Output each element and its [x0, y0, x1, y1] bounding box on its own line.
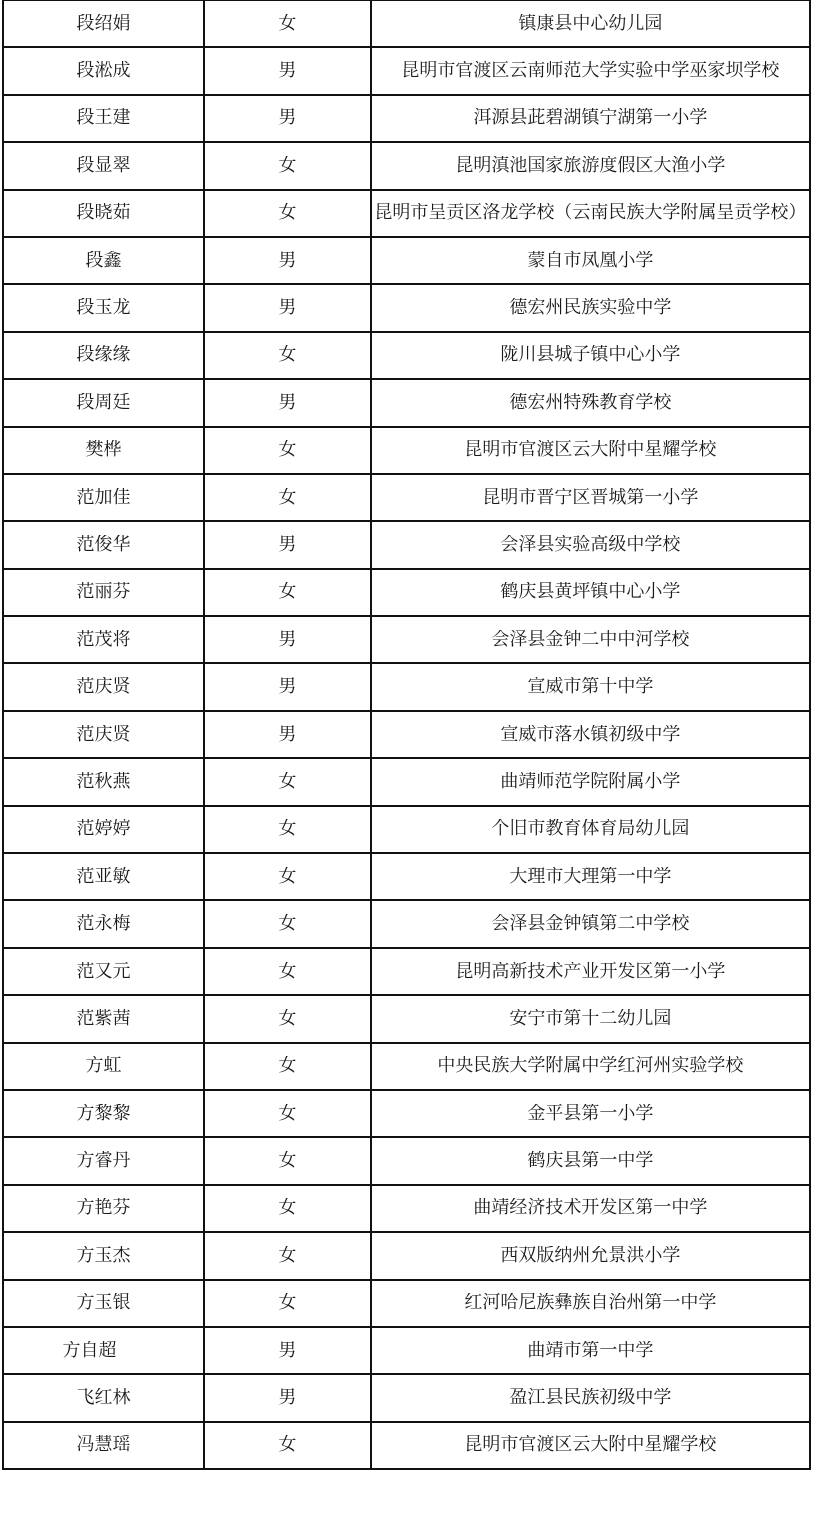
name-cell [3, 521, 204, 568]
gender-cell [204, 616, 371, 663]
name-cell [3, 1090, 204, 1137]
school-text: 西双版纳州允景洪小学 [500, 1245, 681, 1266]
gender-text: 女 [278, 203, 297, 224]
table-row [3, 853, 810, 900]
gender-cell [204, 1185, 371, 1232]
school-text: 鹤庆县第一中学 [527, 1151, 654, 1172]
school-cell [371, 1374, 810, 1421]
school-text: 昆明高新技术产业开发区第一小学 [455, 961, 726, 982]
name-text: 范加佳 [76, 487, 131, 508]
school-cell [371, 1280, 810, 1327]
table-row [3, 663, 810, 710]
gender-text: 男 [278, 1340, 297, 1361]
table-row [3, 1280, 810, 1327]
school-text: 蒙自市凤凰小学 [527, 250, 654, 271]
name-cell [3, 237, 204, 284]
school-wrap [372, 1246, 809, 1266]
name-text: 范茂将 [76, 629, 131, 650]
school-cell [371, 995, 810, 1042]
gender-cell [204, 806, 371, 853]
name-cell [3, 47, 204, 94]
name-text: 范庆贤 [76, 724, 131, 745]
table-row [3, 142, 810, 189]
school-wrap [372, 345, 809, 365]
name-text: 范又元 [76, 961, 131, 982]
school-text: 昆明市官渡区云大附中星耀学校 [464, 440, 717, 461]
name-cell [3, 1327, 204, 1374]
gender-cell [204, 521, 371, 568]
gender-text: 女 [278, 1056, 297, 1077]
name-text: 方自超 [62, 1340, 117, 1361]
school-text: 会泽县实验高级中学校 [500, 534, 681, 555]
school-text: 宣威市落水镇初级中学 [500, 724, 681, 745]
school-wrap [372, 677, 809, 697]
school-cell [371, 853, 810, 900]
gender-cell [204, 1232, 371, 1279]
school-cell [371, 521, 810, 568]
gender-text: 女 [278, 1435, 297, 1456]
table-row [3, 427, 810, 474]
school-text: 昆明市晋宁区晋城第一小学 [482, 487, 699, 508]
name-text: 方玉杰 [76, 1245, 131, 1266]
roster-table-body [3, 1, 810, 1470]
table-row [3, 1232, 810, 1279]
school-wrap [372, 1435, 809, 1455]
school-text: 德宏州特殊教育学校 [509, 392, 672, 413]
gender-cell [204, 948, 371, 995]
gender-cell [204, 142, 371, 189]
name-text: 冯慧瑶 [76, 1435, 131, 1456]
name-cell [3, 900, 204, 947]
name-text: 段绍娟 [76, 13, 131, 34]
school-text: 洱源县茈碧湖镇宁湖第一小学 [473, 108, 708, 129]
name-text: 范俊华 [76, 534, 131, 555]
table-row [3, 521, 810, 568]
table-row [3, 1374, 810, 1421]
name-text: 方黎黎 [76, 1103, 131, 1124]
table-row [3, 379, 810, 426]
table-row [3, 569, 810, 616]
school-cell [371, 95, 810, 142]
school-wrap [372, 61, 809, 81]
gender-cell [204, 758, 371, 805]
school-wrap [372, 108, 809, 128]
school-wrap [372, 962, 809, 982]
name-text: 范紫茜 [76, 1008, 131, 1029]
table-row [3, 995, 810, 1042]
gender-cell [204, 474, 371, 521]
gender-text: 女 [278, 582, 297, 603]
school-cell [371, 1090, 810, 1137]
gender-cell [204, 95, 371, 142]
school-cell [371, 900, 810, 947]
school-wrap [372, 488, 809, 508]
school-text: 昆明市官渡区云南师范大学实验中学巫家坝学校 [401, 61, 780, 82]
roster-table [2, 0, 811, 1470]
school-text: 中央民族大学附属中学红河州实验学校 [437, 1056, 744, 1077]
name-cell [3, 806, 204, 853]
table-row [3, 806, 810, 853]
school-cell [371, 284, 810, 331]
school-cell [371, 474, 810, 521]
school-wrap [372, 393, 809, 413]
name-cell [3, 1043, 204, 1090]
school-wrap [372, 1198, 809, 1218]
name-text: 范秋燕 [76, 771, 131, 792]
school-wrap [372, 14, 809, 34]
gender-cell [204, 1327, 371, 1374]
school-cell [371, 1422, 810, 1469]
gender-cell [204, 853, 371, 900]
gender-text: 女 [278, 1198, 297, 1219]
name-text: 段玉龙 [76, 298, 131, 319]
school-wrap [372, 1151, 809, 1171]
gender-cell [204, 237, 371, 284]
school-wrap [372, 203, 809, 223]
gender-text: 男 [278, 108, 297, 129]
table-row [3, 190, 810, 237]
gender-text: 男 [278, 250, 297, 271]
name-cell [3, 284, 204, 331]
gender-text: 女 [278, 819, 297, 840]
school-text: 昆明市官渡区云大附中星耀学校 [464, 1435, 717, 1456]
school-cell [371, 663, 810, 710]
school-text: 宣威市第十中学 [527, 677, 654, 698]
school-text: 安宁市第十二幼儿园 [509, 1008, 672, 1029]
name-cell [3, 1374, 204, 1421]
school-text: 昆明市呈贡区洛龙学校（云南民族大学附属呈贡学校） [374, 203, 807, 224]
table-row [3, 948, 810, 995]
gender-cell [204, 47, 371, 94]
school-text: 曲靖市第一中学 [527, 1340, 654, 1361]
school-text: 大理市大理第一中学 [509, 866, 672, 887]
table-row [3, 332, 810, 379]
school-wrap [372, 156, 809, 176]
name-text: 方玉银 [76, 1293, 131, 1314]
name-text: 段淞成 [76, 61, 131, 82]
school-cell [371, 142, 810, 189]
gender-text: 女 [278, 1293, 297, 1314]
gender-text: 女 [278, 866, 297, 887]
gender-cell [204, 900, 371, 947]
gender-cell [204, 1, 371, 48]
gender-text: 女 [278, 440, 297, 461]
school-text: 个旧市教育体育局幼儿园 [491, 819, 690, 840]
name-text: 段缘缘 [76, 345, 131, 366]
name-text: 范庆贤 [76, 677, 131, 698]
name-cell [3, 995, 204, 1042]
gender-text: 男 [278, 298, 297, 319]
table-row [3, 1, 810, 48]
school-wrap [372, 867, 809, 887]
gender-cell [204, 1374, 371, 1421]
school-cell [371, 47, 810, 94]
table-row [3, 95, 810, 142]
school-cell [371, 332, 810, 379]
school-wrap [372, 1388, 809, 1408]
table-row [3, 1422, 810, 1469]
gender-text: 女 [278, 1151, 297, 1172]
gender-cell [204, 1090, 371, 1137]
school-wrap [372, 582, 809, 602]
school-wrap [372, 819, 809, 839]
school-text: 会泽县金钟镇第二中学校 [491, 914, 690, 935]
gender-text: 女 [278, 771, 297, 792]
gender-cell [204, 1422, 371, 1469]
name-text: 段王建 [76, 108, 131, 129]
table-row [3, 284, 810, 331]
table-row [3, 1185, 810, 1232]
table-row [3, 616, 810, 663]
table-row [3, 1090, 810, 1137]
table-row [3, 1137, 810, 1184]
name-cell [3, 95, 204, 142]
gender-text: 男 [278, 1388, 297, 1409]
name-cell [3, 853, 204, 900]
name-cell [3, 332, 204, 379]
gender-text: 女 [278, 961, 297, 982]
name-text: 方虹 [85, 1056, 122, 1077]
school-cell [371, 1232, 810, 1279]
school-text: 会泽县金钟二中中河学校 [491, 629, 690, 650]
gender-text: 女 [278, 13, 297, 34]
name-text: 樊桦 [85, 440, 122, 461]
gender-text: 女 [278, 487, 297, 508]
school-cell [371, 948, 810, 995]
gender-cell [204, 995, 371, 1042]
school-cell [371, 711, 810, 758]
school-cell [371, 237, 810, 284]
table-row [3, 474, 810, 521]
name-cell [3, 190, 204, 237]
gender-text: 女 [278, 1008, 297, 1029]
school-cell [371, 569, 810, 616]
gender-cell [204, 1280, 371, 1327]
school-wrap [372, 440, 809, 460]
school-wrap [372, 914, 809, 934]
gender-text: 男 [278, 629, 297, 650]
table-row [3, 758, 810, 805]
school-text: 金平县第一小学 [527, 1103, 654, 1124]
name-cell [3, 1185, 204, 1232]
gender-text: 男 [278, 677, 297, 698]
gender-cell [204, 427, 371, 474]
gender-cell [204, 711, 371, 758]
school-wrap [372, 1056, 809, 1076]
table-row [3, 47, 810, 94]
school-text: 曲靖经济技术开发区第一中学 [473, 1198, 708, 1219]
school-text: 镇康县中心幼儿园 [518, 13, 663, 34]
name-cell [3, 948, 204, 995]
school-text: 红河哈尼族彝族自治州第一中学 [464, 1293, 717, 1314]
name-text: 方睿丹 [76, 1151, 131, 1172]
school-wrap [372, 1293, 809, 1313]
gender-cell [204, 569, 371, 616]
school-wrap [372, 772, 809, 792]
gender-text: 男 [278, 392, 297, 413]
gender-text: 女 [278, 155, 297, 176]
gender-text: 女 [278, 345, 297, 366]
school-cell [371, 1137, 810, 1184]
gender-cell [204, 190, 371, 237]
school-wrap [372, 1009, 809, 1029]
school-wrap [372, 1104, 809, 1124]
name-cell [3, 1280, 204, 1327]
name-cell [3, 1232, 204, 1279]
name-cell [3, 474, 204, 521]
school-cell [371, 1, 810, 48]
gender-text: 男 [278, 724, 297, 745]
gender-cell [204, 379, 371, 426]
school-text: 德宏州民族实验中学 [509, 298, 672, 319]
name-text: 范永梅 [76, 914, 131, 935]
school-wrap [372, 630, 809, 650]
school-cell [371, 806, 810, 853]
table-row [3, 900, 810, 947]
name-cell [3, 1422, 204, 1469]
gender-text: 女 [278, 914, 297, 935]
school-wrap [372, 298, 809, 318]
gender-text: 男 [278, 534, 297, 555]
name-text: 范丽芬 [76, 582, 131, 603]
gender-text: 男 [278, 61, 297, 82]
school-cell [371, 379, 810, 426]
name-text: 段周廷 [76, 392, 131, 413]
school-cell [371, 616, 810, 663]
name-text: 段显翠 [76, 155, 131, 176]
name-text: 段鑫 [85, 250, 122, 271]
table-row [3, 237, 810, 284]
school-text: 陇川县城子镇中心小学 [500, 345, 681, 366]
school-cell [371, 1327, 810, 1374]
name-cell [3, 758, 204, 805]
gender-cell [204, 332, 371, 379]
school-text: 昆明滇池国家旅游度假区大渔小学 [455, 155, 726, 176]
name-text: 方艳芬 [76, 1198, 131, 1219]
school-cell [371, 1185, 810, 1232]
school-cell [371, 190, 810, 237]
gender-cell [204, 663, 371, 710]
name-cell [3, 1137, 204, 1184]
name-cell [3, 142, 204, 189]
name-cell [3, 569, 204, 616]
school-text: 盈江县民族初级中学 [509, 1388, 672, 1409]
school-cell [371, 758, 810, 805]
table-row [3, 711, 810, 758]
gender-cell [204, 284, 371, 331]
school-wrap [372, 1341, 809, 1361]
school-wrap [372, 251, 809, 271]
gender-cell [204, 1043, 371, 1090]
name-cell [3, 1, 204, 48]
school-text: 曲靖师范学院附属小学 [500, 771, 681, 792]
school-wrap [372, 535, 809, 555]
school-text: 鹤庆县黄坪镇中心小学 [500, 582, 681, 603]
name-text: 范亚敏 [76, 866, 131, 887]
name-cell [3, 427, 204, 474]
name-cell [3, 616, 204, 663]
name-text: 范婷婷 [76, 819, 131, 840]
name-text: 段晓茹 [76, 203, 131, 224]
name-cell [3, 379, 204, 426]
school-cell [371, 1043, 810, 1090]
name-text: 飞红林 [76, 1388, 131, 1409]
gender-text: 女 [278, 1245, 297, 1266]
name-cell [3, 711, 204, 758]
gender-cell [204, 1137, 371, 1184]
table-row [3, 1043, 810, 1090]
table-row [3, 1327, 810, 1374]
school-wrap [372, 725, 809, 745]
school-cell [371, 427, 810, 474]
gender-text: 女 [278, 1103, 297, 1124]
name-cell [3, 663, 204, 710]
